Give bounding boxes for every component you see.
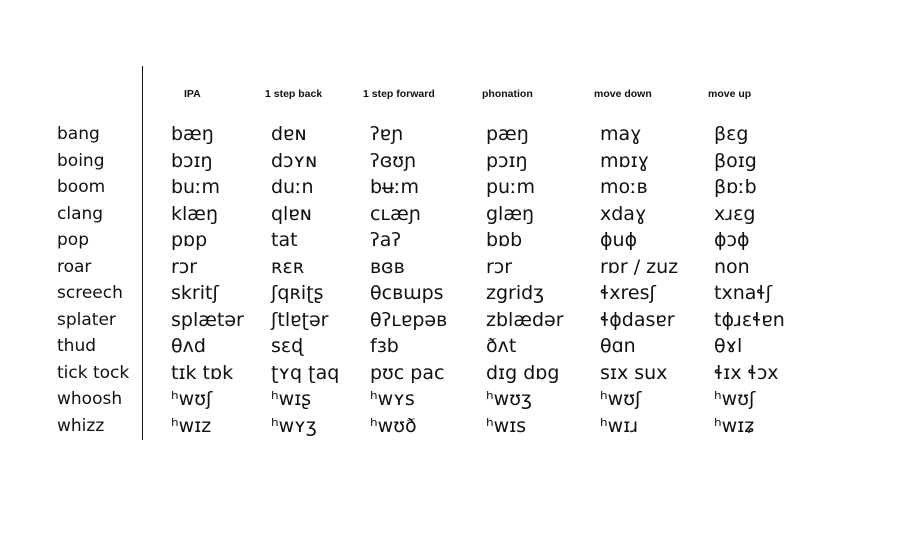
table-row (0, 227, 900, 253)
table-row (0, 307, 900, 333)
cell-ipa: ʰwɪz (171, 414, 212, 437)
header-step-forward: 1 step forward (363, 88, 435, 100)
cell-step-forward: θᴄʙɯps (370, 282, 444, 304)
cell-move-down: ʰwɪɹ (600, 414, 639, 437)
cell-step-forward: ᴄʟæɲ (370, 202, 422, 225)
table-row (0, 333, 900, 359)
cell-phonation: dɪg dɒg (486, 361, 560, 384)
cell-phonation: ʰwɪs (486, 414, 527, 437)
cell-move-up: ɸɔɸ (714, 229, 750, 251)
cell-move-down: maɣ (600, 123, 642, 145)
cell-phonation: zgridʒ (486, 282, 545, 304)
cell-ipa: ʰwʊʃ (171, 388, 213, 410)
cell-phonation: bɒb (486, 229, 523, 251)
cell-step-back: qlɐɴ (271, 202, 312, 225)
row-word: tick tock (57, 362, 130, 383)
cell-step-back: ʰwʏʒ (271, 414, 317, 437)
cell-step-forward: pʊc pac (370, 361, 445, 384)
table-row (0, 121, 900, 147)
cell-move-up: non (714, 255, 750, 278)
cell-phonation: zblædər (486, 308, 564, 331)
cell-move-up: tɸɹɛɬɐn (714, 308, 785, 331)
cell-ipa: buːm (171, 176, 221, 198)
cell-move-up: ʰwʊʃ (714, 388, 756, 410)
cell-move-down: mɒɪɣ (600, 149, 649, 172)
row-word: pop (57, 230, 89, 250)
cell-ipa: θʌd (171, 335, 206, 357)
cell-phonation: ʰwʊʒ (486, 388, 532, 410)
cell-step-back: ʀɛʀ (271, 255, 305, 278)
cell-phonation: rɔr (486, 255, 513, 278)
cell-move-up: βɛg (714, 123, 749, 145)
cell-move-down: xdaɣ (600, 202, 647, 225)
cell-ipa: bæŋ (171, 123, 214, 145)
cell-step-forward: θʔʟɐpəʙ (370, 308, 448, 331)
row-word: whizz (57, 415, 105, 436)
row-word: boom (57, 177, 106, 197)
cell-move-up: ʰwɪʑ (714, 414, 755, 437)
cell-step-back: dɐɴ (271, 123, 307, 145)
cell-step-forward: ʔɐɲ (370, 123, 404, 145)
cell-phonation: puːm (486, 176, 536, 198)
table-row (0, 413, 900, 439)
row-word: boing (57, 150, 105, 171)
cell-move-down: ɬxresʃ (600, 282, 656, 304)
cell-ipa: rɔr (171, 255, 198, 278)
cell-move-down: θɑn (600, 335, 636, 357)
row-word: whoosh (57, 389, 123, 409)
table-row (0, 148, 900, 174)
cell-step-forward: ʔɞʊɲ (370, 149, 417, 172)
row-word: splater (57, 309, 116, 330)
cell-move-down: ɸuɸ (600, 229, 638, 251)
cell-step-back: ʃqʀiʈʂ (271, 282, 324, 304)
table-row (0, 201, 900, 227)
row-word: thud (57, 336, 97, 356)
cell-move-down: rɒr / zuz (600, 255, 679, 278)
cell-move-up: θɤl (714, 335, 743, 357)
cell-ipa: pɒp (171, 229, 208, 251)
cell-step-forward: ʙɞʙ (370, 255, 405, 278)
cell-step-forward: ʔaʔ (370, 229, 402, 251)
cell-move-up: ɬɪx ɬɔx (714, 361, 779, 384)
cell-move-up: βoɪg (714, 149, 757, 172)
cell-move-up: xɹɛg (714, 202, 756, 225)
cell-step-forward: ʰwʊð (370, 414, 417, 437)
header-move-down: move down (594, 88, 652, 100)
cell-step-forward: ʰwʏs (370, 388, 415, 410)
cell-ipa: skritʃ (171, 282, 219, 304)
cell-ipa: bɔɪŋ (171, 149, 213, 172)
cell-phonation: glæŋ (486, 202, 535, 225)
row-word: clang (57, 203, 104, 224)
cell-step-back: ʈʏq ʈaq (271, 361, 340, 384)
cell-step-back: ʃtlɐʈər (271, 308, 329, 331)
cell-step-back: duːn (271, 176, 314, 198)
header-move-up: move up (708, 88, 752, 100)
cell-step-back: sɛɖ (271, 335, 304, 357)
header-phonation: phonation (482, 88, 533, 100)
cell-step-forward: bʉːm (370, 176, 420, 198)
row-word: screech (57, 283, 123, 303)
cell-move-up: txnaɬʃ (714, 282, 773, 304)
cell-step-forward: fɜb (370, 335, 399, 357)
header-step-back: 1 step back (265, 88, 323, 100)
cell-ipa: splætər (171, 308, 244, 331)
header-ipa: IPA (184, 88, 201, 100)
cell-ipa: klæŋ (171, 202, 218, 225)
cell-phonation: pɔɪŋ (486, 149, 528, 172)
cell-move-down: moːʙ (600, 176, 648, 198)
table-row (0, 254, 900, 280)
cell-phonation: pæŋ (486, 123, 529, 145)
cell-step-back: tat (271, 229, 298, 251)
table-row (0, 360, 900, 386)
table-row (0, 280, 900, 306)
table-row (0, 386, 900, 412)
cell-step-back: ʰwɪʂ (271, 388, 312, 410)
cell-ipa: tɪk tɒk (171, 361, 234, 384)
row-word: bang (57, 124, 100, 144)
row-word: roar (57, 256, 92, 277)
cell-move-down: sɪx sux (600, 361, 668, 384)
cell-phonation: ðʌt (486, 335, 517, 357)
cell-move-down: ʰwʊʃ (600, 388, 642, 410)
table-row (0, 174, 900, 200)
cell-move-up: βɒːb (714, 176, 757, 198)
cell-move-down: ɬɸdasɐr (600, 308, 675, 331)
cell-step-back: dɔʏɴ (271, 149, 318, 172)
